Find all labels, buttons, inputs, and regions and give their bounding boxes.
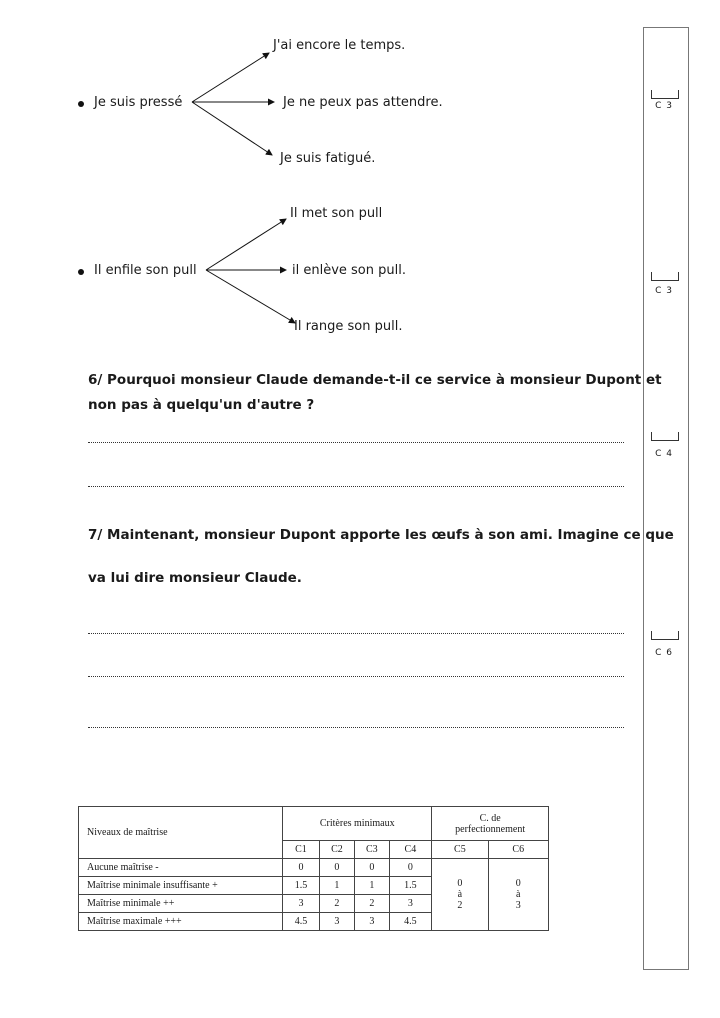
score-cell: 0	[389, 859, 432, 877]
option-1a: J'ai encore le temps.	[273, 38, 406, 53]
score-cell: 1	[319, 877, 354, 895]
answer-line[interactable]	[88, 442, 624, 443]
score-cell: 0	[319, 859, 354, 877]
question-6-line1: 6/ Pourquoi monsieur Claude demande-t-il ce service à monsieur Dupont et	[88, 372, 662, 388]
sentence-je-suis-presse: Je suis pressé	[94, 95, 183, 110]
score-cell: 4.5	[283, 913, 319, 931]
option-2c: Il range son pull.	[294, 319, 403, 334]
header-level: Niveaux de maîtrise	[79, 807, 283, 859]
header-minimal-criteria: Critères minimaux	[283, 807, 432, 841]
answer-line[interactable]	[88, 633, 624, 634]
answer-line[interactable]	[88, 676, 624, 677]
arrow	[192, 53, 269, 102]
scoring-margin	[643, 27, 689, 970]
arrow	[206, 219, 286, 270]
score-cell: 0	[355, 859, 389, 877]
header-perfection-criteria	[432, 807, 549, 841]
c6-range	[488, 859, 549, 931]
c6-from: 0	[515, 878, 521, 889]
score-cell: 3	[319, 913, 354, 931]
criterion-label: C 3	[655, 101, 673, 111]
criterion-header: C3	[355, 841, 389, 859]
score-cell: 1.5	[389, 877, 432, 895]
sentence-il-enfile-son-pull: Il enfile son pull	[94, 263, 197, 278]
criterion-label: C 3	[655, 286, 673, 296]
score-box[interactable]	[651, 631, 679, 640]
question-6-line2: non pas à quelqu'un d'autre ?	[88, 397, 315, 413]
criterion-header: C4	[389, 841, 432, 859]
option-1c: Je suis fatigué.	[280, 151, 376, 166]
score-cell: 4.5	[389, 913, 432, 931]
c6-to-word: à	[516, 889, 521, 900]
level-label: Aucune maîtrise -	[79, 859, 283, 877]
criterion-label: C 6	[655, 648, 673, 658]
grading-table	[78, 806, 549, 931]
score-cell: 3	[389, 895, 432, 913]
score-cell: 1.5	[283, 877, 319, 895]
option-2b: il enlève son pull.	[292, 263, 406, 278]
answer-line[interactable]	[88, 727, 624, 728]
criterion-header: C6	[488, 841, 549, 859]
level-label: Maîtrise minimale ++	[79, 895, 283, 913]
score-cell: 2	[319, 895, 354, 913]
score-cell: 2	[355, 895, 389, 913]
answer-line[interactable]	[88, 486, 624, 487]
c5-range	[432, 859, 488, 931]
score-cell: 3	[355, 913, 389, 931]
score-box[interactable]	[651, 90, 679, 99]
c5-to: 2	[457, 900, 463, 911]
c6-to: 3	[515, 900, 521, 911]
option-2a: Il met son pull	[290, 206, 383, 221]
criterion-header: C5	[432, 841, 488, 859]
arrow	[192, 102, 272, 155]
level-label: Maîtrise minimale insuffisante +	[79, 877, 283, 895]
question-7-line2: va lui dire monsieur Claude.	[88, 570, 302, 586]
criterion-header: C2	[319, 841, 354, 859]
score-cell: 3	[283, 895, 319, 913]
score-cell: 0	[283, 859, 319, 877]
table-row	[79, 859, 549, 877]
option-1b: Je ne peux pas attendre.	[283, 95, 443, 110]
header-perf-line2: perfectionnement	[455, 823, 526, 835]
criterion-label: C 4	[655, 449, 673, 459]
level-label: Maîtrise maximale +++	[79, 913, 283, 931]
score-cell: 1	[355, 877, 389, 895]
arrow	[206, 270, 295, 323]
criterion-header: C1	[283, 841, 319, 859]
c5-to-word: à	[457, 889, 463, 900]
score-box[interactable]	[651, 432, 679, 441]
c5-from: 0	[457, 878, 463, 889]
header-perf-line1: C. de	[479, 812, 501, 824]
question-7-line1: 7/ Maintenant, monsieur Dupont apporte les œufs à son ami. Imagine ce que	[88, 527, 674, 543]
score-box[interactable]	[651, 272, 679, 281]
